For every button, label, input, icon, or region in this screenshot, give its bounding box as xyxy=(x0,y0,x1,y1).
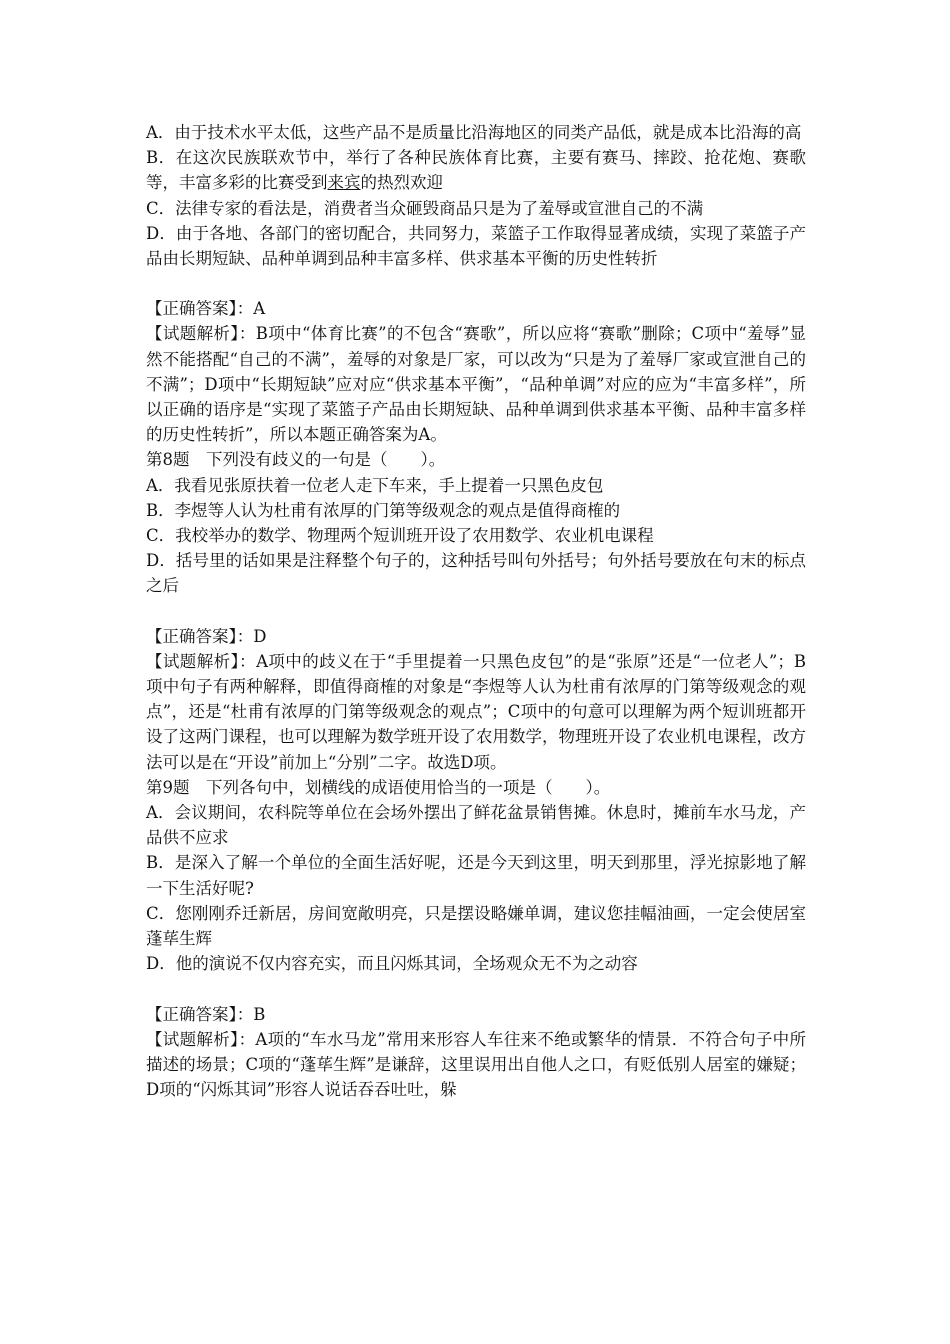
q8-option-b: B．李煜等人认为杜甫有浓厚的门第等级观念的观点是值得商榷的 xyxy=(146,500,621,520)
q9-analysis: 【试题解析】：A项的“车水马龙”常用来形容人车往来不绝或繁华的情景．不符合句子中所描述的场景；C项的“蓬荜生辉”是谦辞，这里误用出自他人之口，有贬低别人居室的嫌疑；D项的“闪烁其词”形容人说话吞吞吐吐，躲 xyxy=(146,1029,806,1100)
q7-analysis: 【试题解析】：B项中“体育比赛”的不包含“赛歌”，所以应将“赛歌”删除；C项中“羞辱”显然不能搭配“自己的不满”，羞辱的对象是厂家，可以改为“只是为了羞辱厂家或宣泄自己的不满”；D项中“长期短缺”应对应“供求基本平衡”，“品种单调”对应的应为“丰富多样”，所以正确的语序是“实现了菜篮子产品由长期短缺、品种单调到供求基本平衡、品种丰富多样的历史性转折”，所以本题正确答案为A。 xyxy=(146,324,806,445)
q9-option-d: D．他的演说不仅内容充实，而且闪烁其词，全场观众无不为之动容 xyxy=(146,954,638,974)
q9-option-c: C．您刚刚乔迁新居，房间宽敞明亮，只是摆设略嫌单调，建议您挂幅油画，一定会使居室蓬荜生辉 xyxy=(146,903,806,949)
q9-title: 第9题 下列各句中，划横线的成语使用恰当的一项是（ ）。 xyxy=(146,777,611,797)
q9-answer: 【正确答案】：B xyxy=(146,1004,266,1024)
q8-option-c: C．我校举办的数学、物理两个短训班开设了农用数学、农业机电课程 xyxy=(146,526,654,546)
q7-option-b-post: 的热烈欢迎 xyxy=(360,173,443,193)
q8-option-d: D．括号里的话如果是注释整个句子的，这种括号叫句外括号；句外括号要放在句末的标点之后 xyxy=(146,551,806,596)
paragraph-gap xyxy=(146,599,806,624)
q8-title: 第8题 下列没有歧义的一句是（ ）。 xyxy=(146,450,446,470)
q7-option-b-pre: B．在这次民族联欢节中，举行了各种民族体育比赛，主要有赛马、摔跤、抢花炮、赛歌等，丰富多彩的比赛受到 xyxy=(146,148,806,193)
q7-answer: 【正确答案】：A xyxy=(146,299,266,319)
q9-option-b: B．是深入了解一个单位的全面生活好呢，还是今天到这里，明天到那里，浮光掠影地了解一下生活好呢? xyxy=(146,853,806,898)
document-page xyxy=(146,120,806,1102)
q8-answer: 【正确答案】：D xyxy=(146,626,267,646)
q7-option-d: D．由于各地、各部门的密切配合，共同努力，菜篮子工作取得显著成绩，实现了菜篮子产品由长期短缺、品种单调到品种丰富多样、供求基本平衡的历史性转折 xyxy=(146,223,806,269)
q7-option-c: C．法律专家的看法是，消费者当众砸毁商品只是为了羞辱或宣泄自己的不满 xyxy=(146,198,704,218)
paragraph-gap xyxy=(146,977,806,1002)
q8-option-a: A．我看见张原扶着一位老人走下车来，手上提着一只黑色皮包 xyxy=(146,475,604,495)
q9-option-a: A．会议期间，农科院等单位在会场外摆出了鲜花盆景销售摊。休息时，摊前车水马龙，产品供不应求 xyxy=(146,803,806,848)
q7-option-b-underlined: 来宾 xyxy=(327,173,361,193)
q8-analysis: 【试题解析】：A项中的歧义在于“手里提着一只黑色皮包”的是“张原”还是“一位老人”；B项中句子有两种解释，即值得商榷的对象是“李煜等人认为杜甫有浓厚的门第等级观念的观点”，还是“杜甫有浓厚的门第等级观念的观点”；C项中的句意可以理解为两个短训班都开设了这两门课程，也可以理解为数学班开设了农用数学，物理班开设了农业机电课程，改方法可以是在“开设”前加上“分别”二字。故选D项。 xyxy=(146,651,806,772)
q7-option-b xyxy=(146,145,806,195)
paragraph-gap xyxy=(146,271,806,296)
q7-option-a: A．由于技术水平太低，这些产品不是质量比沿海地区的同类产品低，就是成本比沿海的高 xyxy=(146,123,802,142)
